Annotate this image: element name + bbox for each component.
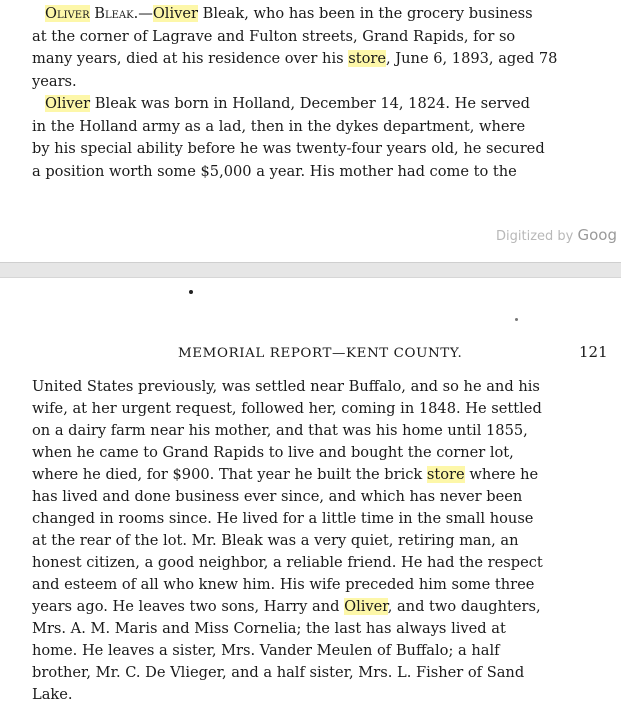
text-run: Bleak.— [89,5,153,22]
text-run: at the corner of Lagrave and Fulton streets, Grand Rapids, for so [32,27,516,45]
bottom-line [32,662,524,683]
top-line [32,26,515,47]
bottom-line [32,464,538,485]
page-gap [0,262,621,278]
text-run: Bleak, who has been in the grocery business [198,5,533,22]
scan-speck [515,318,518,321]
bottom-line [32,596,541,617]
text-run: on a dairy farm near his mother, and that was his home until 1855, [32,422,528,439]
text-run: by his special ability before he was twenty-four years old, he secured [32,140,545,157]
top-line [32,161,517,182]
top-line [32,116,525,137]
running-head: MEMORIAL REPORT—KENT COUNTY. [178,346,463,361]
bottom-line [32,376,540,397]
text-run: in the Holland army as a lad, then in the dykes department, where [32,117,526,135]
text-run: United States previously, was settled near Buffalo, and so he and his [32,378,540,395]
top-line [45,3,533,24]
bottom-line [32,530,519,551]
text-run: where he died, for $900. That year he built the brick [32,466,427,483]
bottom-line [32,398,542,419]
text-run: years ago. He leaves two sons, Harry and [32,598,345,615]
text-run: wife, at her urgent request, followed her, coming in 1848. He settled [32,400,542,417]
bottom-line [32,442,514,463]
text-run: honest citizen, a good neighbor, a reliable friend. He had the respect [32,554,543,571]
bottom-line [32,640,500,661]
text-run: many years, died at his residence over his [32,50,349,67]
bottom-line [32,574,534,595]
text-run: Lake. [32,686,73,703]
text-run: has lived and done business ever since, and which has never been [32,488,523,505]
text-run: where he [464,466,539,483]
text-run: , June 6, 1893, aged 78 [386,50,558,67]
bottom-line [32,508,533,529]
text-run: , and two daughters, [387,598,541,615]
page-number: 121 [579,343,608,361]
top-line [45,93,530,114]
text-run: home. He leaves a sister, Mrs. Vander Meulen of Buffalo; a half [32,642,500,659]
text-run: brother, Mr. C. De Vlieger, and a half sister, Mrs. L. Fisher of Sand [32,664,525,681]
highlighted-term: Oliver [344,598,388,615]
bottom-line [32,486,522,507]
text-run: changed in rooms since. He lived for a little time in the small house [32,510,534,527]
text-run: years. [32,72,77,90]
top-line [32,48,557,69]
highlighted-term: Oliver [152,5,199,22]
top-line [32,71,77,92]
text-run: when he came to Grand Rapids to live and bought the corner lot, [32,444,514,461]
bottom-line [32,552,543,573]
text-run: Bleak was born in Holland, December 14, 1824. He served [90,95,530,112]
scan-speck [189,290,193,294]
bottom-line [32,684,73,705]
text-run: a position worth some $5,000 a year. His mother had come to the [32,162,517,180]
top-line [32,138,545,159]
bottom-line [32,618,506,639]
highlighted-term: store [426,466,465,483]
top-page [0,0,621,262]
digitized-watermark [496,226,617,244]
text-run: and esteem of all who knew him. His wife preceded him some three [32,576,535,593]
highlighted-term: Oliver [45,95,91,112]
highlighted-term: store [348,50,387,67]
watermark-brand: Goog [577,226,617,244]
highlighted-term: Oliver [45,5,90,22]
bottom-line [32,420,528,441]
watermark-prefix: Digitized by [496,229,574,244]
text-run: Mrs. A. M. Maris and Miss Cornelia; the last has always lived at [32,620,506,637]
text-run: at the rear of the lot. Mr. Bleak was a very quiet, retiring man, an [32,532,519,549]
